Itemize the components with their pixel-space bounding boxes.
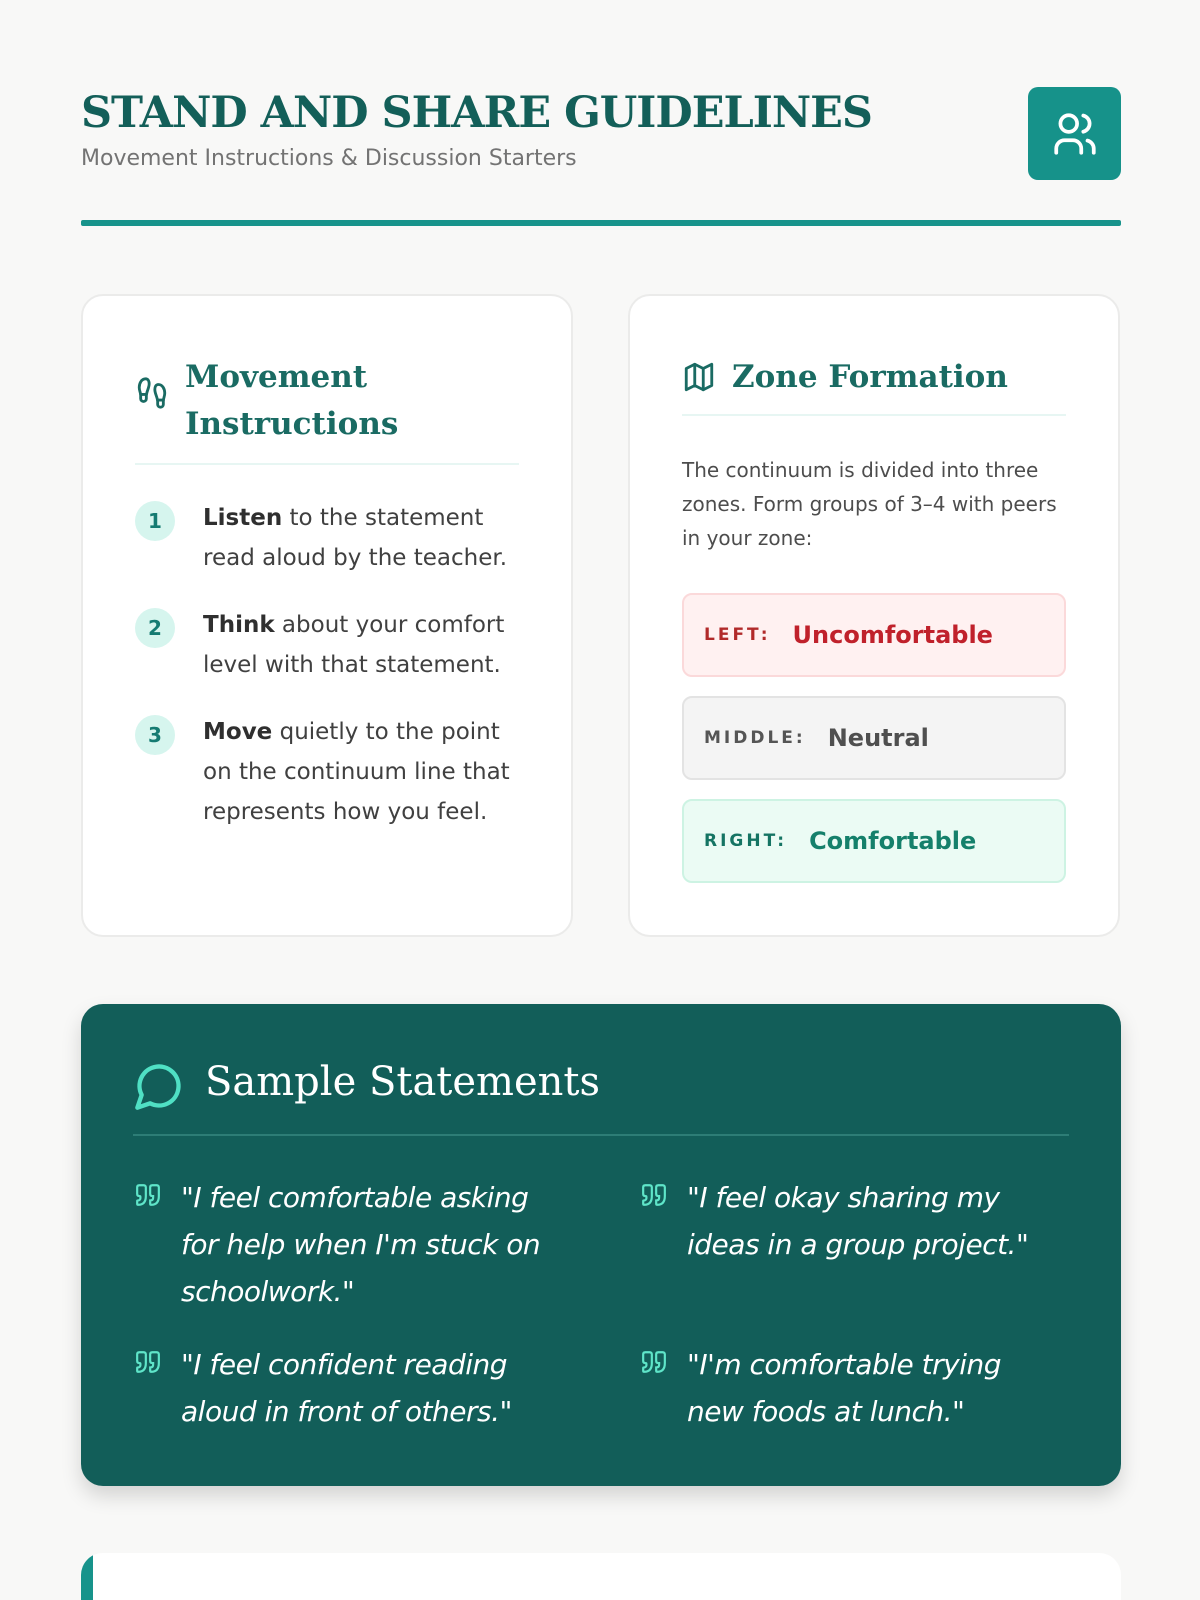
statement-text: "I feel comfortable asking for help when I'm stuck on schoolwork." xyxy=(181,1181,541,1308)
movement-steps xyxy=(135,498,531,859)
statement-item xyxy=(641,1341,1061,1435)
brand-badge xyxy=(1028,87,1121,180)
step-detail: quietly to the point on the continuum line that represents how you feel. xyxy=(203,719,510,825)
movement-step xyxy=(135,712,531,832)
zone-card-title: Zone Formation xyxy=(732,359,1008,395)
step-number: 3 xyxy=(135,715,175,755)
zone-intro-text: The continuum is divided into three zones. Form groups of 3–4 with peers in your zone: xyxy=(682,458,1057,550)
zone-card-header xyxy=(682,354,1066,416)
statement-item xyxy=(135,1341,555,1435)
step-detail: about your comfort level with that statement. xyxy=(203,612,505,678)
next-section-card xyxy=(81,1553,1121,1600)
card-accent-bar xyxy=(81,1553,93,1600)
map-icon xyxy=(682,360,716,394)
step-keyword: Move xyxy=(203,719,273,745)
statement-item xyxy=(641,1174,1061,1268)
movement-card-header xyxy=(135,354,519,465)
page-subtitle: Movement Instructions & Discussion Starters xyxy=(81,146,577,171)
quote-icon xyxy=(641,1182,667,1208)
users-icon xyxy=(1050,109,1100,159)
zone-middle xyxy=(682,696,1066,780)
zone-left xyxy=(682,593,1066,677)
step-text xyxy=(203,605,531,685)
zone-value: Neutral xyxy=(827,724,929,752)
page-header xyxy=(81,82,1121,227)
movement-step xyxy=(135,498,531,578)
movement-step xyxy=(135,605,531,685)
zone-formation-card xyxy=(628,294,1120,937)
step-text xyxy=(203,712,531,832)
movement-instructions-card xyxy=(81,294,573,937)
quote-icon xyxy=(135,1182,161,1208)
step-detail: to the statement read aloud by the teacher. xyxy=(203,505,508,571)
header-divider xyxy=(81,220,1121,226)
footprints-icon xyxy=(135,376,169,410)
quote-icon xyxy=(135,1349,161,1375)
zone-value: Uncomfortable xyxy=(792,621,993,649)
step-number: 2 xyxy=(135,608,175,648)
sample-statements-panel xyxy=(81,1004,1121,1486)
movement-card-title: Movement Instructions xyxy=(185,359,399,442)
statement-item xyxy=(135,1174,555,1315)
chat-bubble-icon xyxy=(133,1060,185,1112)
step-keyword: Think xyxy=(203,612,275,638)
quote-icon xyxy=(641,1349,667,1375)
zone-label: RIGHT: xyxy=(704,831,788,851)
zone-right xyxy=(682,799,1066,883)
zone-label: LEFT: xyxy=(704,625,771,645)
zone-value: Comfortable xyxy=(809,827,977,855)
statements-header xyxy=(133,1052,1069,1136)
page-title: STAND AND SHARE GUIDELINES xyxy=(81,88,872,138)
statements-title: Sample Statements xyxy=(205,1059,600,1105)
zone-label: MIDDLE: xyxy=(704,728,806,748)
statement-text: "I'm comfortable trying new foods at lunch." xyxy=(687,1348,1001,1428)
statement-text: "I feel confident reading aloud in front of others." xyxy=(181,1348,512,1428)
step-keyword: Listen xyxy=(203,505,283,531)
step-number: 1 xyxy=(135,501,175,541)
statement-text: "I feel okay sharing my ideas in a group project." xyxy=(687,1181,1029,1261)
step-text xyxy=(203,498,531,578)
